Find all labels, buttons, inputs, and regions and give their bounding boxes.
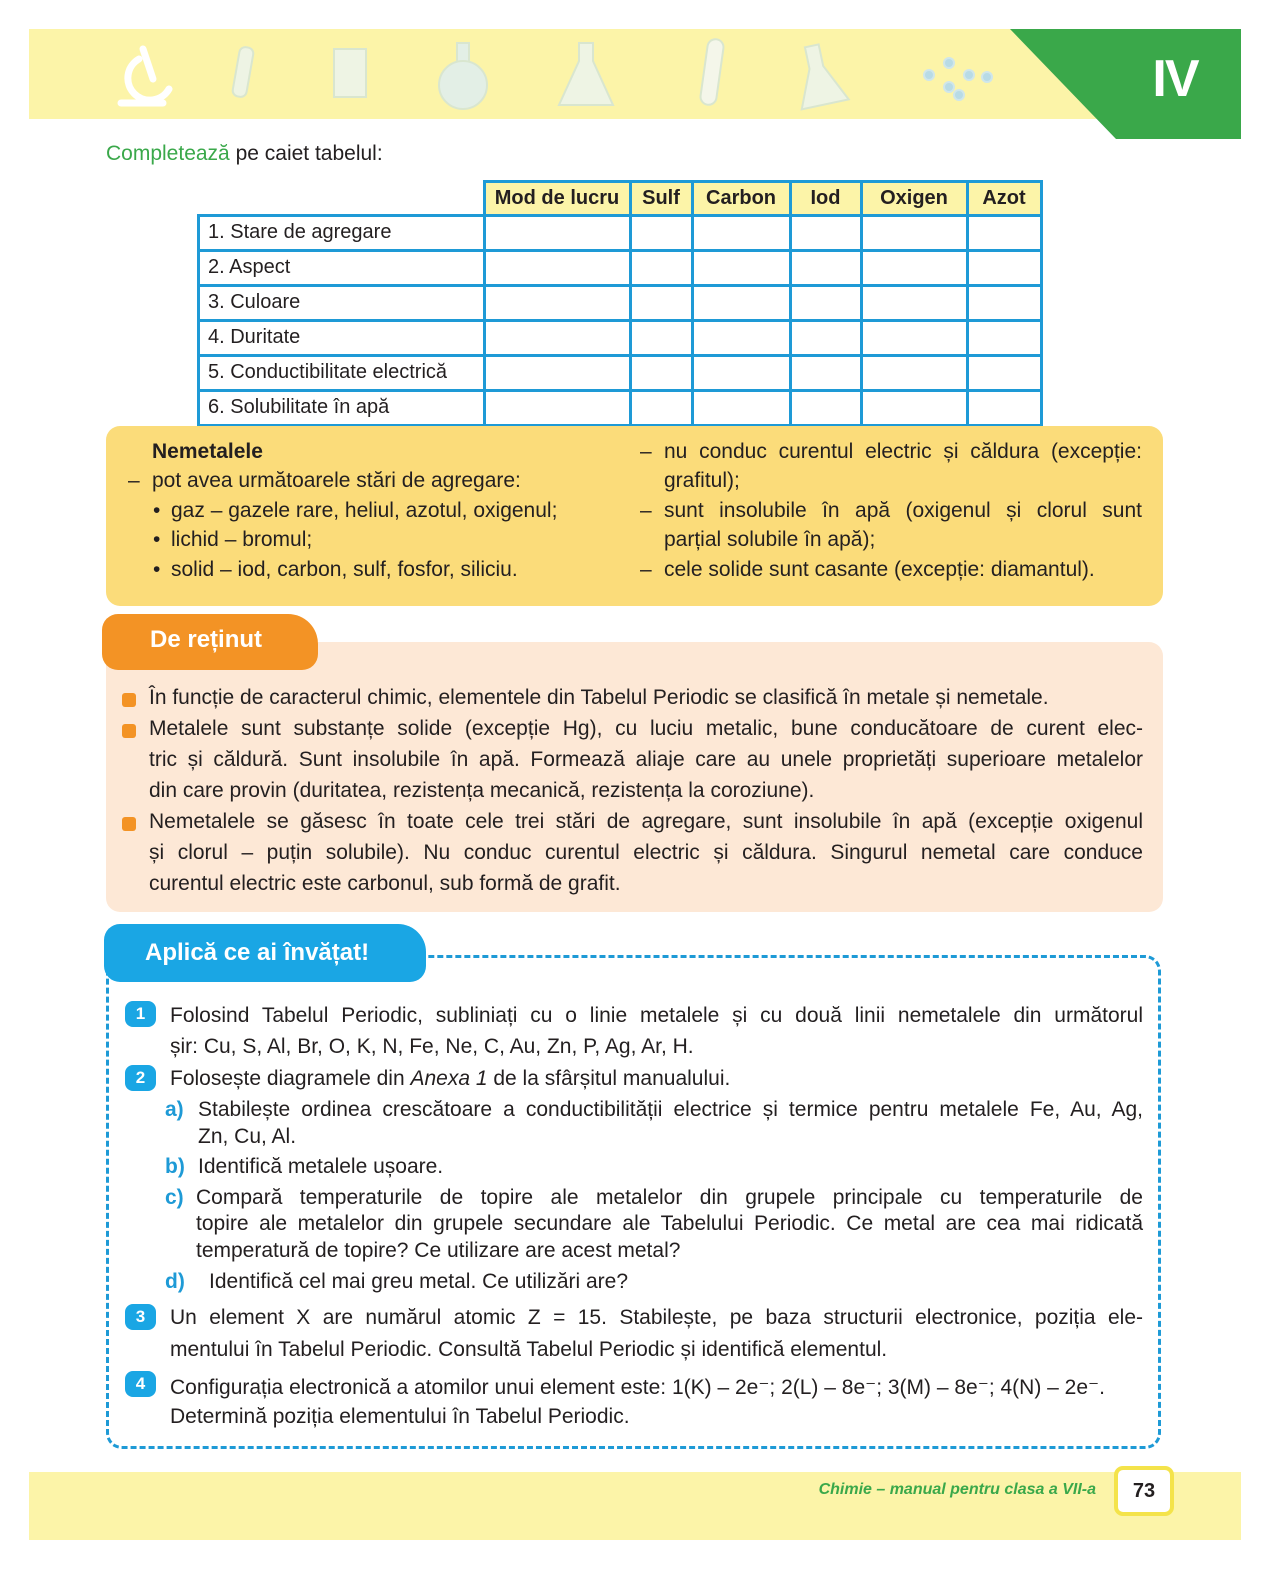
subitem-letter: b) bbox=[165, 1155, 185, 1178]
table-cell bbox=[630, 390, 692, 425]
table-cell bbox=[790, 390, 861, 425]
nonmetals-line: – nu conduc curentul electric și căldura (excepție: bbox=[664, 440, 1142, 464]
subitem-text: Zn, Cu, Al. bbox=[198, 1125, 297, 1148]
table-row bbox=[199, 390, 1042, 425]
row-label: 1. Stare de agregare bbox=[199, 215, 485, 250]
table-row bbox=[199, 355, 1042, 390]
chapter-number: IV bbox=[1152, 50, 1198, 108]
table-cell bbox=[967, 285, 1041, 320]
table-cell bbox=[861, 355, 967, 390]
nonmetals-line: – cele solide sunt casante (excepție: diamantul). bbox=[664, 558, 1095, 582]
table-cell bbox=[692, 250, 790, 285]
nonmetals-line: grafitul); bbox=[664, 469, 740, 492]
nonmetals-box bbox=[106, 426, 1163, 606]
table-row bbox=[199, 285, 1042, 320]
table-cell bbox=[630, 355, 692, 390]
table-cell bbox=[861, 250, 967, 285]
beaker-icon bbox=[334, 49, 366, 97]
retain-text: curentul electric este carbonul, sub formă de grafit. bbox=[149, 872, 621, 895]
exercise-text: mentului în Tabelul Periodic. Consultă Tabelul Periodic și identifică elementul. bbox=[170, 1338, 888, 1361]
table-cell bbox=[630, 250, 692, 285]
retain-text: tric și căldură. Sunt insolubile în apă. Formează aliaje care au unele proprietăți superioare metalelor bbox=[149, 748, 1143, 771]
subitem-text: topire ale metalelor din grupele secundare ale Tabelului Periodic. Ce metal are cea mai ridicată bbox=[196, 1212, 1143, 1235]
nonmetals-line: – sunt insolubile în apă (oxigenul și clorul sunt bbox=[664, 499, 1142, 523]
properties-table bbox=[197, 180, 1043, 427]
table-cell bbox=[861, 285, 967, 320]
table-header-row bbox=[199, 182, 1042, 216]
exercise-text: Folosind Tabelul Periodic, subliniați cu o linie metalele și cu două linii nemetalele din următorul bbox=[170, 1004, 1143, 1027]
molecule-icon bbox=[924, 58, 992, 100]
table-cell bbox=[861, 320, 967, 355]
nonmetals-bullet: • solid – iod, carbon, sulf, fosfor, siliciu. bbox=[171, 558, 518, 582]
table-cell bbox=[484, 250, 630, 285]
subitem-text: Identifică metalele ușoare. bbox=[198, 1155, 444, 1178]
table-cell bbox=[484, 215, 630, 250]
instruction-highlight: Completează bbox=[106, 142, 230, 165]
page-number: 73 bbox=[1114, 1466, 1174, 1516]
exercise-number: 4 bbox=[125, 1371, 156, 1397]
exercise-text: Un element X are numărul atomic Z = 15. Stabilește, pe baza structurii electronice, poziția ele- bbox=[170, 1306, 1143, 1329]
table-cell bbox=[630, 320, 692, 355]
retain-text: și clorul – puțin solubile). Nu conduc curentul electric și căldura. Singurul nemetal care conduce bbox=[149, 841, 1143, 864]
table-cell bbox=[484, 390, 630, 425]
test-tube-icon bbox=[232, 46, 254, 98]
apply-title: Aplică ce ai învățat! bbox=[145, 939, 370, 966]
erlenmeyer-flask-icon bbox=[789, 41, 848, 110]
table-row bbox=[199, 250, 1042, 285]
retain-text: Nemetalele se găsesc în toate cele trei stări de agregare, sunt insolubile în apă (excepție oxigenul bbox=[149, 810, 1143, 833]
nonmetals-bullet: • lichid – bromul; bbox=[171, 528, 312, 552]
exercise-number: 1 bbox=[125, 1001, 156, 1027]
subitem-text: Identifică cel mai greu metal. Ce utilizări are? bbox=[209, 1270, 629, 1293]
table-cell bbox=[790, 355, 861, 390]
table-header: Sulf bbox=[630, 182, 692, 216]
exercise-text bbox=[170, 1067, 1143, 1091]
table-row bbox=[199, 320, 1042, 355]
row-label: 5. Conductibilitate electrică bbox=[199, 355, 485, 390]
table-cell bbox=[692, 320, 790, 355]
annex-ref: Anexa 1 bbox=[410, 1067, 488, 1090]
exercise-text-part: Folosește diagramele din bbox=[170, 1067, 411, 1090]
thermometer-icon bbox=[699, 38, 724, 106]
table-header: Oxigen bbox=[861, 182, 967, 216]
table-cell bbox=[967, 390, 1041, 425]
table-cell bbox=[967, 215, 1041, 250]
table-cell bbox=[484, 285, 630, 320]
subitem-text: Stabilește ordinea crescătoare a conductibilității electrice și termice pentru metalele Fe, Au, Ag, bbox=[198, 1098, 1143, 1121]
table-cell bbox=[967, 250, 1041, 285]
table-cell bbox=[790, 320, 861, 355]
book-title: Chimie – manual pentru clasa a VII-a bbox=[818, 1481, 1096, 1498]
table-cell bbox=[484, 355, 630, 390]
conical-flask-icon bbox=[559, 43, 613, 105]
table-cell bbox=[692, 355, 790, 390]
retain-title: De reținut bbox=[150, 626, 263, 653]
table-cell bbox=[790, 215, 861, 250]
header-decoration bbox=[29, 29, 1039, 119]
nonmetals-line: parțial solubile în apă); bbox=[664, 528, 876, 551]
table-cell bbox=[790, 285, 861, 320]
retain-text: În funcție de caracterul chimic, elementele din Tabelul Periodic se clasifică în metale și nemetale. bbox=[149, 686, 1049, 709]
round-flask-icon bbox=[439, 43, 487, 109]
table-cell bbox=[692, 390, 790, 425]
instruction-text: pe caiet tabelul: bbox=[229, 142, 383, 165]
bullet-square-icon bbox=[122, 817, 136, 831]
subitem-letter: a) bbox=[165, 1098, 184, 1121]
table-header: Carbon bbox=[692, 182, 790, 216]
table-cell bbox=[790, 250, 861, 285]
table-header: Azot bbox=[967, 182, 1041, 216]
table-corner bbox=[199, 182, 485, 216]
retain-text: Metalele sunt substanțe solide (excepție Hg), cu luciu metalic, bune conducătoare de curent elec- bbox=[149, 717, 1143, 740]
table-cell bbox=[861, 390, 967, 425]
exercise-text-part: de la sfârșitul manualului. bbox=[487, 1067, 731, 1090]
table-header: Mod de lucru bbox=[484, 182, 630, 216]
nonmetals-bullet: • gaz – gazele rare, heliul, azotul, oxigenul; bbox=[171, 499, 557, 523]
exercise-number: 3 bbox=[125, 1304, 156, 1330]
row-label: 4. Duritate bbox=[199, 320, 485, 355]
instruction bbox=[106, 142, 383, 166]
table-cell bbox=[484, 320, 630, 355]
exercise-number: 2 bbox=[125, 1065, 156, 1091]
table-cell bbox=[630, 215, 692, 250]
exercise-text: Determină poziția elementului în Tabelul Periodic. bbox=[170, 1405, 630, 1428]
bullet-square-icon bbox=[122, 693, 136, 707]
retain-text: din care provin (duritatea, rezistența mecanică, rezistența la coroziune). bbox=[149, 779, 815, 802]
row-label: 2. Aspect bbox=[199, 250, 485, 285]
table-cell bbox=[967, 320, 1041, 355]
subitem-text: Compară temperaturile de topire ale metalelor din grupele principale cu temperaturile de bbox=[196, 1186, 1143, 1209]
table-cell bbox=[630, 285, 692, 320]
microscope-icon bbox=[121, 49, 169, 103]
table-cell bbox=[861, 215, 967, 250]
bullet-square-icon bbox=[122, 724, 136, 738]
exercise-text: Configurația electronică a atomilor unui element este: 1(K) – 2e⁻; 2(L) – 8e⁻; 3(M) – 8e⁻; 4(N) – 2e⁻. bbox=[170, 1376, 1105, 1399]
subitem-letter: d) bbox=[165, 1270, 185, 1293]
nonmetals-title: Nemetalele bbox=[152, 440, 263, 463]
subitem-letter: c) bbox=[165, 1186, 184, 1209]
table-cell bbox=[692, 285, 790, 320]
exercise-text: șir: Cu, S, Al, Br, O, K, N, Fe, Ne, C, Au, Zn, P, Ag, Ar, H. bbox=[170, 1035, 694, 1058]
nonmetals-line: – pot avea următoarele stări de agregare: bbox=[152, 469, 521, 493]
table-cell bbox=[692, 215, 790, 250]
table-row bbox=[199, 215, 1042, 250]
table-header: Iod bbox=[790, 182, 861, 216]
table-cell bbox=[967, 355, 1041, 390]
subitem-text: temperatură de topire? Ce utilizare are acest metal? bbox=[196, 1239, 681, 1262]
row-label: 6. Solubilitate în apă bbox=[199, 390, 485, 425]
row-label: 3. Culoare bbox=[199, 285, 485, 320]
